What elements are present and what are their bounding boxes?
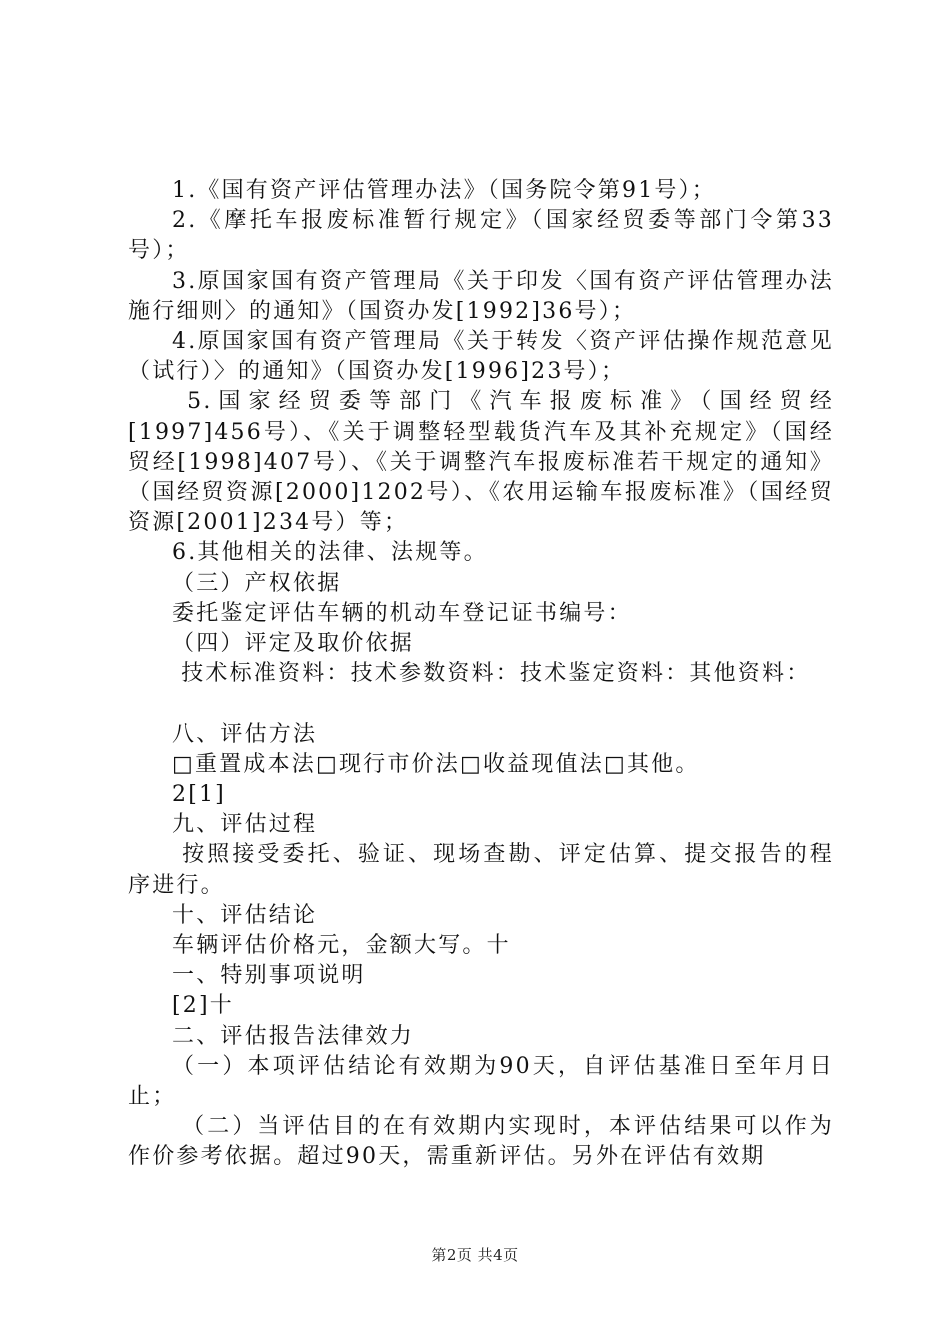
paragraph-basis-5: 5.国家经贸委等部门《汽车报废标准》（国经贸经[1997]456号）、《关于调整轻型载货汽车及其补充规定》（国经贸经[1998]407号）、《关于调整汽车报废标准若干规定的通知》（国经贸资源[2000]1202号）、《农用运输车报废标准》（国经贸资源[2001]234号）等；: [128, 389, 835, 536]
paragraph-basis-3: 3.原国家国有资产管理局《关于印发〈国有资产评估管理办法施行细则〉的通知》（国资办发[1992]36号）；: [128, 268, 834, 324]
paragraph-basis-4: 4.原国家国有资产管理局《关于转发〈资产评估操作规范意见（试行）〉的通知》（国资办发[1996]23号）；: [128, 329, 834, 385]
section-heading-process: 九、评估过程: [172, 812, 318, 838]
paragraph-process: 按照接受委托、验证、现场查勘、评定估算、提交报告的程序进行。: [128, 842, 834, 898]
footnote-marker-2: [2]十: [172, 993, 234, 1019]
section-heading-special-items: 一、特别事项说明: [172, 963, 366, 989]
section-heading-method: 八、评估方法: [172, 721, 318, 747]
section-heading-legal-effect: 二、评估报告法律效力: [172, 1023, 415, 1049]
document-body: [128, 176, 834, 1173]
footnote-marker-1: 2[1]: [172, 782, 226, 808]
paragraph-registration: 委托鉴定评估车辆的机动车登记证书编号：: [172, 600, 632, 626]
paragraph-materials: 技术标准资料：技术参数资料：技术鉴定资料：其他资料：: [172, 661, 811, 687]
blank-line: [128, 689, 834, 719]
paragraph-basis-1: 1.《国有资产评估管理办法》（国务院令第91号）；: [172, 178, 716, 203]
section-heading-valuation-basis: （四）评定及取价依据: [172, 631, 415, 657]
paragraph-validity-1: （一）本项评估结论有效期为90天，自评估基准日至年月日止；: [128, 1053, 834, 1110]
page-number-footer: 第2页 共4页: [431, 1246, 519, 1264]
paragraph-conclusion: 车辆评估价格元，金额大写。十: [172, 933, 511, 959]
section-heading-conclusion: 十、评估结论: [172, 902, 318, 928]
paragraph-basis-6: 6.其他相关的法律、法规等。: [172, 540, 488, 566]
section-heading-ownership: （三）产权依据: [172, 570, 342, 596]
paragraph-validity-2: （二）当评估目的在有效期内实现时，本评估结果可以作为作价参考依据。超过90天，需重新评估。另外在评估有效期: [128, 1114, 834, 1170]
paragraph-method-options: □重置成本法□现行市价法□收益现值法□其他。: [172, 751, 700, 777]
paragraph-basis-2: 2.《摩托车报废标准暂行规定》（国家经贸委等部门令第33号）；: [128, 208, 834, 264]
